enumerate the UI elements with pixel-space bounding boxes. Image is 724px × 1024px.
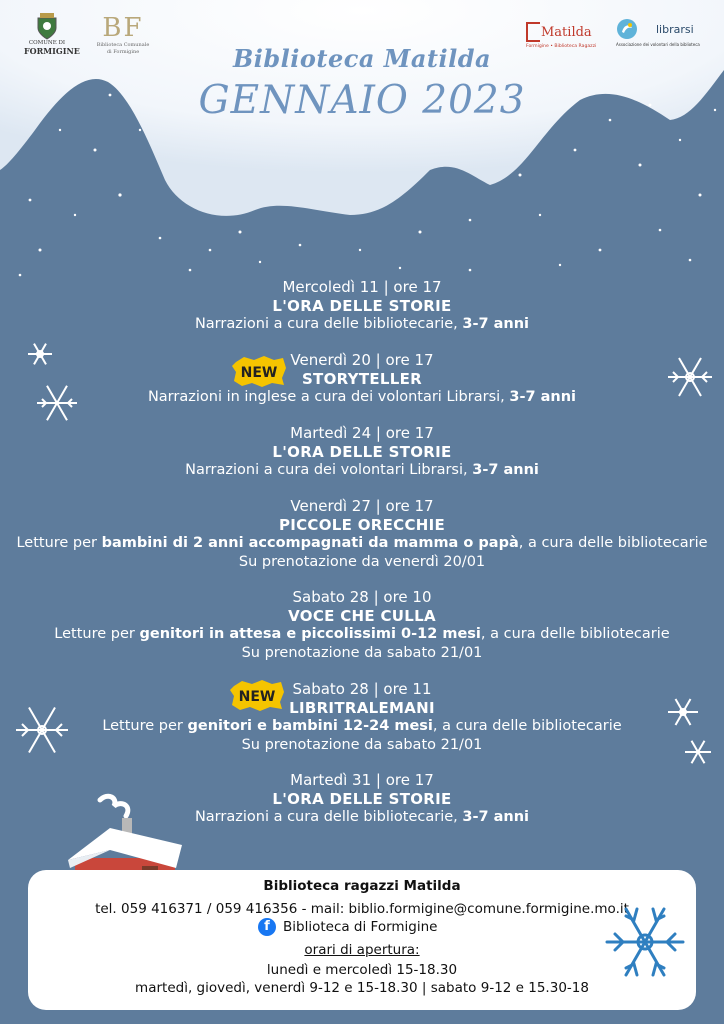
new-badge-text: NEW: [240, 365, 278, 381]
event-name: PICCOLE ORECCHIE: [278, 515, 446, 534]
event-when: Martedì 31 | ore 17: [290, 771, 434, 789]
event-4: [0, 497, 724, 571]
event-when: Mercoledì 11 | ore 17: [282, 278, 442, 296]
event-2: [0, 351, 724, 407]
event-description: Narrazioni a cura dei volontari Librarsi, 3-7 anni: [185, 462, 539, 478]
event-6: [0, 680, 724, 754]
new-badge-text: NEW: [238, 689, 276, 705]
facebook-link[interactable]: [258, 918, 437, 936]
bf-text: Biblioteca Comunale: [96, 42, 150, 48]
event-description: Letture per genitori in attesa e piccolissimi 0-12 mesi, a cura delle bibliotecarie: [54, 626, 670, 642]
event-name: L'ORA DELLE STORIE: [272, 296, 452, 315]
footer-contacts[interactable]: tel. 059 416371 / 059 416356 - mail: biblio.formigine@comune.formigine.mo.it: [95, 901, 629, 917]
matilda-book-icon: [526, 22, 540, 42]
event-name: LIBRITRALEMANI: [289, 698, 435, 717]
comune-label: COMUNE DI: [28, 40, 66, 46]
matilda-name: Matilda: [541, 24, 592, 40]
event-description: Narrazioni a cura delle bibliotecarie, 3-7 anni: [194, 809, 530, 825]
event-booking-note: Su prenotazione da venerdì 20/01: [238, 553, 486, 570]
event-description: Narrazioni a cura delle bibliotecarie, 3-7 anni: [194, 316, 530, 332]
event-when: Venerdì 27 | ore 17: [290, 497, 434, 515]
librarsi-name: librarsi: [656, 22, 694, 36]
event-description: Narrazioni in inglese a cura dei volontari Librarsi, 3-7 anni: [147, 389, 577, 405]
librarsi-sub: Associazione dei volontari della biblioteca: [616, 42, 700, 47]
event-name: STORYTELLER: [301, 369, 423, 388]
event-when: Sabato 28 | ore 10: [292, 588, 432, 606]
blue-snowflake-icon: [603, 900, 687, 984]
event-name: L'ORA DELLE STORIE: [272, 789, 452, 808]
event-when: Sabato 28 | ore 11: [292, 680, 432, 698]
opening-hours-title: orari di apertura:: [304, 942, 420, 958]
event-description: Letture per genitori e bambini 12-24 mesi, a cura delle bibliotecarie: [102, 718, 622, 734]
matilda-sub: Formigine • Biblioteca Ragazzi: [526, 44, 597, 49]
event-name: L'ORA DELLE STORIE: [272, 442, 452, 461]
opening-hours-1: lunedì e mercoledì 15-18.30: [266, 962, 458, 978]
facebook-page-name: Biblioteca di Formigine: [283, 919, 438, 935]
event-when: Venerdì 20 | ore 17: [290, 351, 434, 369]
comune-city: FORMIGINE: [24, 46, 80, 56]
event-description: Letture per bambini di 2 anni accompagnati da mamma o papà, a cura delle bibliotecarie: [16, 535, 708, 551]
facebook-icon: f: [258, 918, 276, 936]
event-1: [0, 278, 724, 334]
event-when: Martedì 24 | ore 17: [290, 424, 434, 442]
coat-of-arms-icon: [36, 12, 58, 40]
footer-contact-box: [28, 870, 696, 1010]
event-booking-note: Su prenotazione da sabato 21/01: [241, 736, 483, 753]
event-name: VOCE CHE CULLA: [288, 606, 436, 625]
bf-monogram: BF: [102, 13, 144, 43]
opening-hours-2: martedì, giovedì, venerdì 9-12 e 15-18.30 | sabato 9-12 e 15.30-18: [135, 980, 589, 996]
event-3: [0, 424, 724, 480]
library-title: Biblioteca Matilda: [232, 44, 492, 73]
footer-library-name: Biblioteca ragazzi Matilda: [263, 878, 461, 894]
librarsi-icon: [616, 18, 638, 40]
event-booking-note: Su prenotazione da sabato 21/01: [241, 644, 483, 661]
librarsi-logo: [616, 18, 716, 47]
event-7: [0, 771, 724, 827]
month-title: GENNAIO 2023: [198, 78, 526, 123]
event-5: [0, 588, 724, 662]
bf-sub: di Formigine: [106, 49, 140, 55]
